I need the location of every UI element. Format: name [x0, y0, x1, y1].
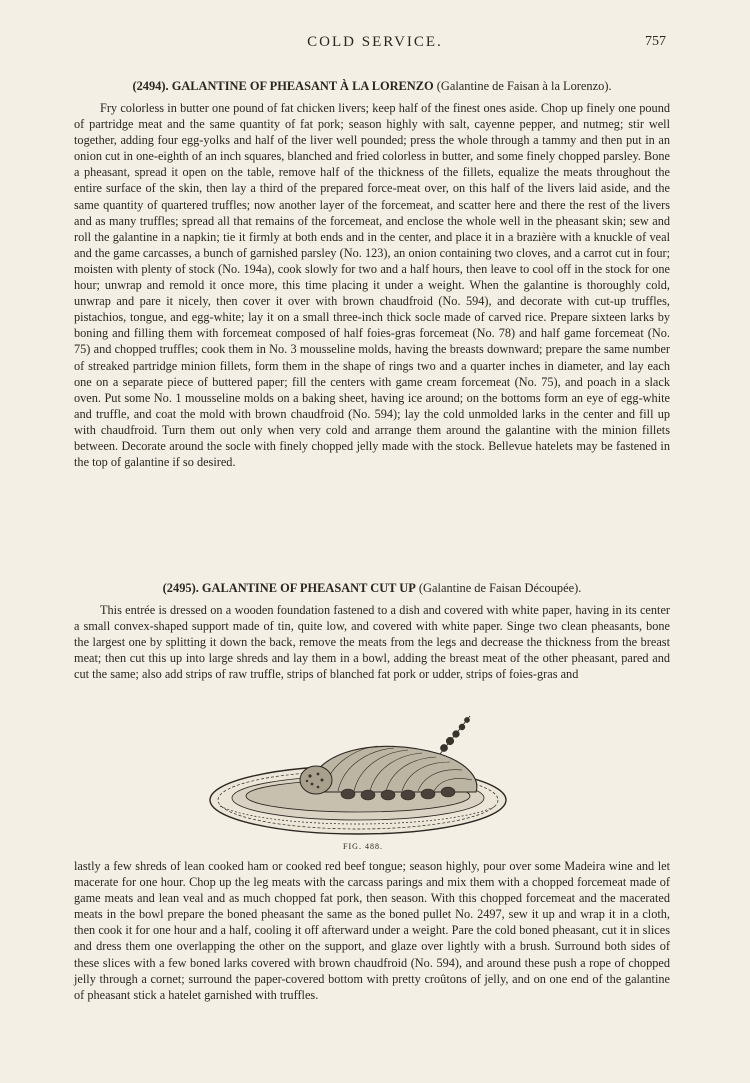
recipe-subtitle: (Galantine de Faisan Découpée).	[418, 581, 582, 595]
recipe-title: GALANTINE OF PHEASANT CUT UP	[201, 581, 416, 595]
page-number: 757	[645, 34, 666, 49]
recipe-2494	[74, 78, 670, 482]
recipe-2495-continued	[74, 858, 670, 1015]
recipe-body: This entrée is dressed on a wooden foundation fastened to a dish and covered with white paper, having in its center a small convex-shaped support made of tin, quite low, and covered with white paper. Singe two clean pheasants, bone the largest one by splitting it down the back, remove the meats from the legs and decrease the thickness from the breast meat; then cut this up into large shreds and lay them in a bowl, adding the breast meat of the other pheasant, pared and cut the same; also add strips of raw truffle, strips of blanched fat pork or udder, strips of foies-gras and	[74, 603, 670, 682]
recipe-body-continued: lastly a few shreds of lean cooked ham or cooked red beef tongue; season highly, pour over some Madeira wine and let macerate for one hour. Chop up the leg meats with the carcass parings and mix them with a chopped forcemeat made of game meats and lean veal and as much chopped fat pork, then season. With this chopped forcemeat and the macerated meats in the bowl prepare the boned pheasant the same as the boned pullet No. 2497, sew it up and wrap it in a cloth, then cook it for one hour and a half, cooling it off afterward under a weight. Pare the cold boned pheasant, cut it in slices and dress them one overlapping the other on the support, and glaze over lightly with a brush. Surround both sides of these slices with a few boned larks covered with brown chaudfroid (No. 594), and around these push a rope of chopped jelly through a cornet; surround the paper-covered bottom with pretty croûtons of jelly, and on one end of the galantine of pheasant stick a hatelet garnished with truffles.	[74, 859, 670, 1002]
recipe-2495	[74, 580, 670, 695]
recipe-number: (2495).	[162, 581, 199, 595]
figure-caption: FIG. 488.	[343, 842, 383, 851]
running-title: COLD SERVICE.	[307, 34, 443, 50]
recipe-body: Fry colorless in butter one pound of fat chicken livers; keep half of the finest ones aside. Chop up finely one pound of partridge meat and the same quantity of fat pork; season highly with salt, cayenne pepper, and nutmeg; stir well together, adding four egg-yolks and half of the liver well pounded; press the whole through a tammy and then put in an onion cut in one-eighth of an inch squares, blanched and fried colorless in butter, and some finely chopped parsley. Bone a pheasant, spread it open on the table, remove half of the thickness of the fillets, equalize the meats throughout the entire surface of the skin, then lay a third of the prepared force-meat over, on this half of the livers laid aside, and the same quantity of quartered truffles; now another layer of the forcemeat, and scatter here and there the rest of the livers and as many truffles; spread all that remains of the forcemeat, and enclose the whole well in the pheasant skin; sew and roll the galantine in a napkin; tie it firmly at both ends and in the center, and place it in a brazière with a knuckle of veal and the game carcasses, a bunch of garnished parsley (No. 123), an onion containing two cloves, and a carrot cut in four; moisten with plenty of stock (No. 194a), cook slowly for two and a half hours, then leave to cool off in the stock for one hour; unwrap and remold it once more, this time placing it under a weight. When the galantine is thoroughly cold, unwrap and pare it nicely, then cover it over with brown chaudfroid (No. 594), and decorate with cut-up truffles, pistachios, tongue, and egg-white; lay it on a small three-inch thick socle made of carved rice. Prepare sixteen larks by boning and filling them with forcemeat composed of half foies-gras forcemeat (No. 78) and half game forcemeat (No. 75) and chopped truffles; cook them in No. 3 mousseline molds, having the breasts downward; prepare the same number of streaked partridge minion fillets, form them in the shape of rings two and a quarter inches in diameter, and lay each one on a separate piece of buttered paper; fill the centers with game cream forcemeat (No. 75), and poach in a slack oven. Put some No. 1 mousseline molds on a baking sheet, having ice around; on the bottoms form an eye of egg-white and truffle, and coat the mold with brown chaudfroid (No. 594); lay the cold unmolded larks in the center and fill up with chaudfroid. Turn them out only when very cold and arrange them around the galantine with the minion fillets between. Decorate around the socle with finely chopped jelly made with the stock. Bellevue hatelets may be fastened in the top of galantine if so desired.	[74, 101, 670, 470]
recipe-number: (2494).	[132, 79, 169, 93]
galantine-illustration	[208, 710, 518, 838]
galantine-engraving	[208, 710, 518, 838]
recipe-subtitle: (Galantine de Faisan à la Lorenzo).	[436, 79, 612, 93]
recipe-title: GALANTINE OF PHEASANT À LA LORENZO	[171, 79, 434, 93]
recipe-heading	[74, 580, 670, 596]
recipe-heading	[74, 78, 670, 94]
